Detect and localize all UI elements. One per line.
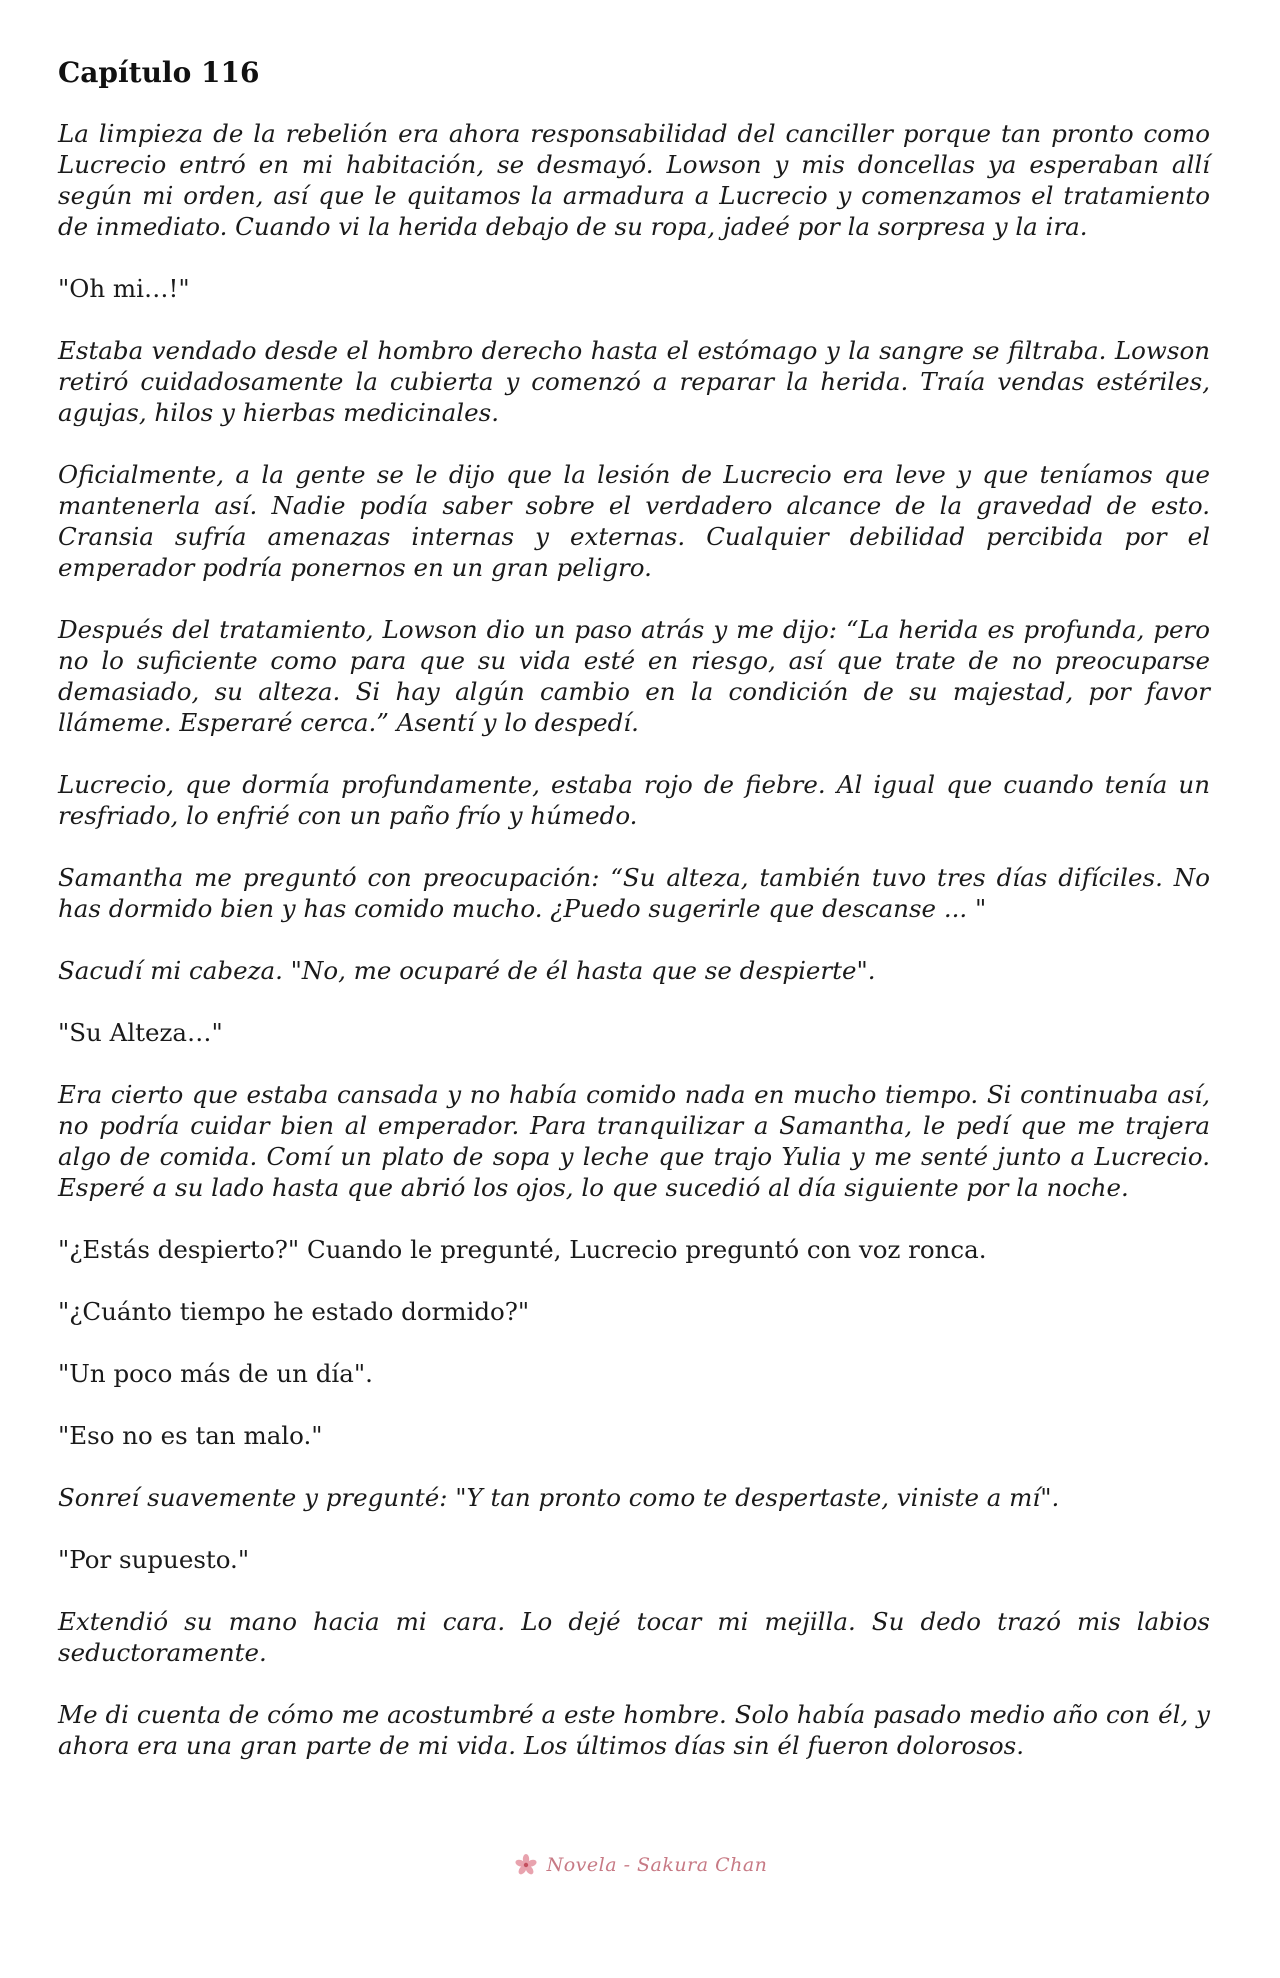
paragraph: Estaba vendado desde el hombro derecho hasta el estómago y la sangre se filtraba. Lowson retiró cuidadosamente la cubierta y comenzó a reparar la herida. Traía vendas estériles, agujas, hilos y hierbas medicinales. xyxy=(58,336,1210,427)
paragraph: "Por supuesto." xyxy=(58,1545,250,1574)
paragraph: "Eso no es tan malo." xyxy=(58,1421,323,1450)
paragraph: "Un poco más de un día". xyxy=(58,1359,373,1388)
paragraph: Lucrecio, que dormía profundamente, estaba rojo de fiebre. Al igual que cuando tenía un resfriado, lo enfrié con un paño frío y húmedo. xyxy=(58,770,1210,830)
paragraph: Me di cuenta de cómo me acostumbré a este hombre. Solo había pasado medio año con él, y ahora era una gran parte de mi vida. Los últimos días sin él fueron dolorosos. xyxy=(58,1700,1210,1760)
chapter-title: Capítulo 116 xyxy=(58,56,260,89)
paragraph: Sacudí mi cabeza. "No, me ocuparé de él hasta que se despierte". xyxy=(58,956,876,985)
paragraph: La limpieza de la rebelión era ahora responsabilidad del canciller porque tan pronto como Lucrecio entró en mi habitación, se desmayó. Lowson y mis doncellas ya esperaban allí según mi orden, así que le quitamos la armadura a Lucrecio y comenzamos el tratamiento de inmediato. Cuando vi la herida debajo de su ropa, jadeé por la sorpresa y la ira. xyxy=(58,119,1210,241)
paragraph: Samantha me preguntó con preocupación: “Su alteza, también tuvo tres días difíciles. No has dormido bien y has comido mucho. ¿Puedo sugerirle que descanse ... " xyxy=(58,863,1210,923)
paragraph: Sonreí suavemente y pregunté: "Y tan pronto como te despertaste, viniste a mí". xyxy=(58,1483,1060,1512)
paragraph: "¿Estás despierto?" Cuando le pregunté, Lucrecio preguntó con voz ronca. xyxy=(58,1235,987,1264)
paragraph: "¿Cuánto tiempo he estado dormido?" xyxy=(58,1297,530,1326)
paragraph: Extendió su mano hacia mi cara. Lo dejé tocar mi mejilla. Su dedo trazó mis labios seductoramente. xyxy=(58,1607,1210,1667)
sakura-flower-icon xyxy=(513,1852,539,1878)
paragraph: Después del tratamiento, Lowson dio un paso atrás y me dijo: “La herida es profunda, pero no lo suficiente como para que su vida esté en riesgo, así que trate de no preocuparse demasiado, su alteza. Si hay algún cambio en la condición de su majestad, por favor llámeme. Esperaré cerca.” Asentí y lo despedí. xyxy=(58,615,1210,737)
paragraph: "Oh mi…!" xyxy=(58,274,190,303)
paragraph: "Su Alteza…" xyxy=(58,1018,223,1047)
paragraph: Oficialmente, a la gente se le dijo que la lesión de Lucrecio era leve y que teníamos que mantenerla así. Nadie podía saber sobre el verdadero alcance de la gravedad de esto. Cransia sufría amenazas internas y externas. Cualquier debilidad percibida por el emperador podría ponernos en un gran peligro. xyxy=(58,460,1210,582)
chapter-body xyxy=(58,118,1210,1792)
paragraph: Era cierto que estaba cansada y no había comido nada en mucho tiempo. Si continuaba así, no podría cuidar bien al emperador. Para tranquilizar a Samantha, le pedí que me trajera algo de comida. Comí un plato de sopa y leche que trajo Yulia y me senté junto a Lucrecio. Esperé a su lado hasta que abrió los ojos, lo que sucedió al día siguiente por la noche. xyxy=(58,1080,1210,1202)
footer-text: Novela - Sakura Chan xyxy=(546,1854,768,1876)
footer-watermark xyxy=(0,1852,1280,1883)
